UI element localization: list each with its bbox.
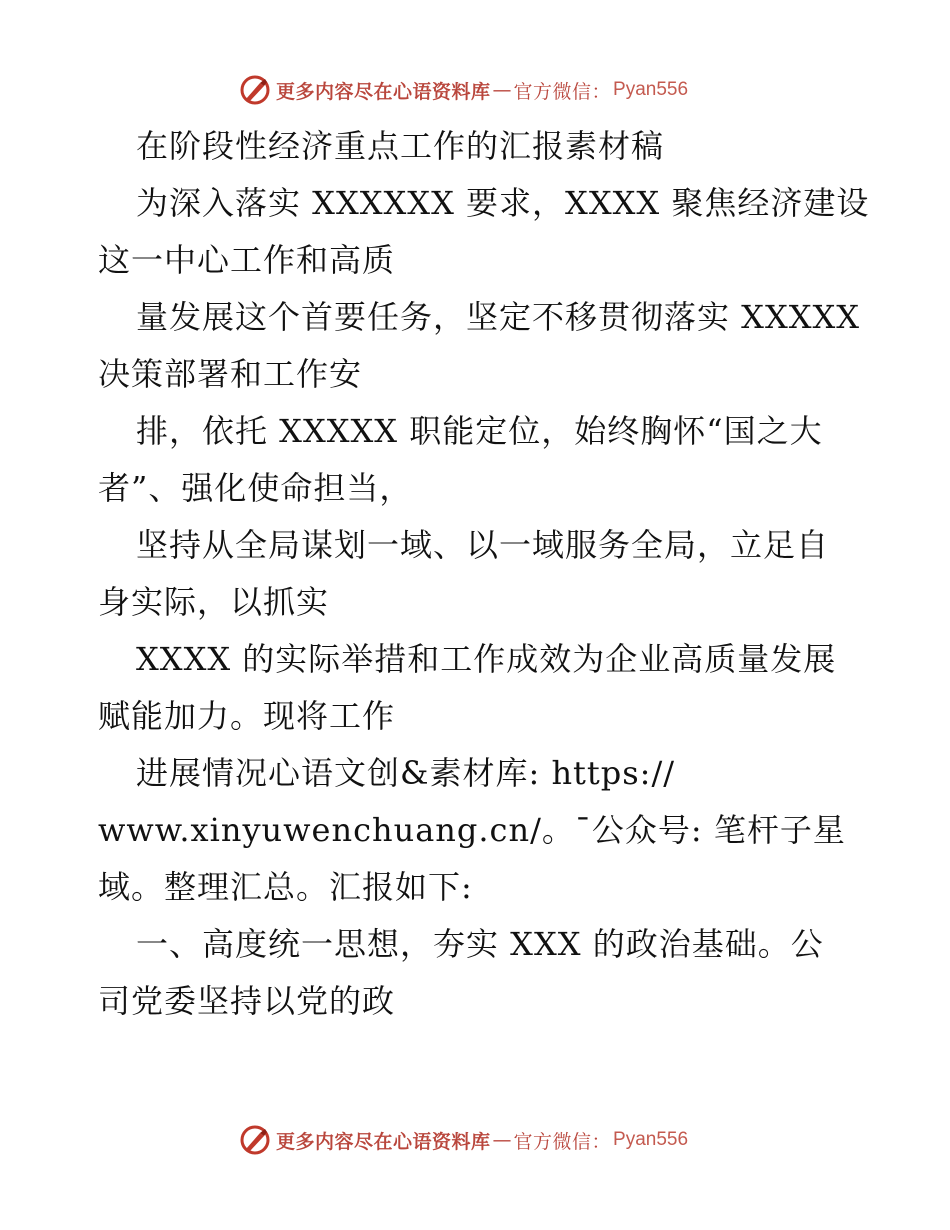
paragraph-line: 量发展这个首要任务，坚定不移贯彻落实 XXXXX <box>136 298 861 336</box>
document-title: 在阶段性经济重点工作的汇报素材稿 <box>136 127 665 165</box>
paragraph-line: XXXX 的实际举措和工作成效为企业高质量发展 <box>136 640 837 678</box>
banner-official-label: 官方微信： <box>513 80 612 103</box>
section-heading-line: 一、高度统一思想，夯实 XXX 的政治基础。公 <box>136 925 824 963</box>
banner-wechat-id: Pyan556 <box>613 1129 689 1150</box>
paragraph-line: 坚持从全局谋划一域、以一域服务全局，立足自 <box>136 526 830 564</box>
paragraph-line: 为深入落实 XXXXXX 要求，XXXX 聚焦经济建设 <box>136 184 870 222</box>
header-banner <box>238 72 688 108</box>
banner-main-text: 更多内容尽在心语资料库 <box>276 1130 491 1153</box>
paragraph-line: 排，依托 XXXXX 职能定位，始终胸怀“国之大 <box>136 412 823 450</box>
pen-logo-icon <box>238 73 272 107</box>
paragraph-line: 这一中心工作和高质 <box>98 241 396 279</box>
paragraph-line: 身实际，以抓实 <box>98 583 330 621</box>
document-body <box>98 118 868 1030</box>
paragraph-line: 赋能加力。现将工作 <box>98 697 396 735</box>
footer-banner <box>238 1122 688 1158</box>
banner-main-text: 更多内容尽在心语资料库 <box>276 80 491 103</box>
paragraph-line: 决策部署和工作安 <box>98 355 363 393</box>
paragraph-line: 司党委坚持以党的政 <box>98 982 396 1020</box>
banner-separator: — <box>492 1129 512 1151</box>
pen-logo-icon <box>238 1123 272 1157</box>
banner-separator: — <box>492 79 512 101</box>
paragraph-line: 进展情况心语文创&素材库: https:// <box>136 754 676 792</box>
banner-wechat-id: Pyan556 <box>613 79 689 100</box>
paragraph-line: 者”、强化使命担当， <box>98 469 413 507</box>
paragraph-line: 域。整理汇总。汇报如下: <box>98 868 473 906</box>
paragraph-line: www.xinyuwenchuang.cn/。¯公众号: 笔杆子星 <box>98 811 846 849</box>
banner-official-label: 官方微信： <box>513 1130 612 1153</box>
